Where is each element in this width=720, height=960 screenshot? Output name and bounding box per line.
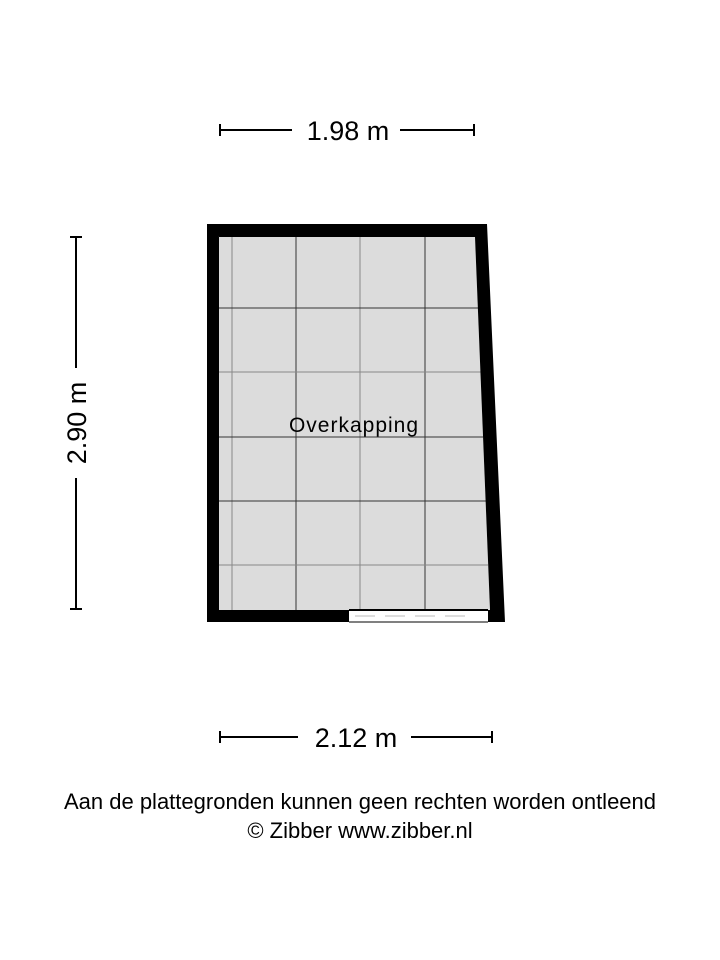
credit-text: © Zibber www.zibber.nl xyxy=(247,818,473,843)
bottom-dimension xyxy=(220,723,492,753)
top-width-label: 1.98 m xyxy=(306,116,390,146)
bottom-width-label: 2.12 m xyxy=(314,723,398,753)
left-dimension xyxy=(62,237,92,609)
bottom-opening xyxy=(349,610,488,622)
top-dimension xyxy=(220,116,474,146)
disclaimer-text: Aan de plattegronden kunnen geen rechten worden ontleend xyxy=(63,789,657,814)
height-label: 2.90 m xyxy=(62,381,92,465)
room-label: Overkapping xyxy=(288,414,420,437)
